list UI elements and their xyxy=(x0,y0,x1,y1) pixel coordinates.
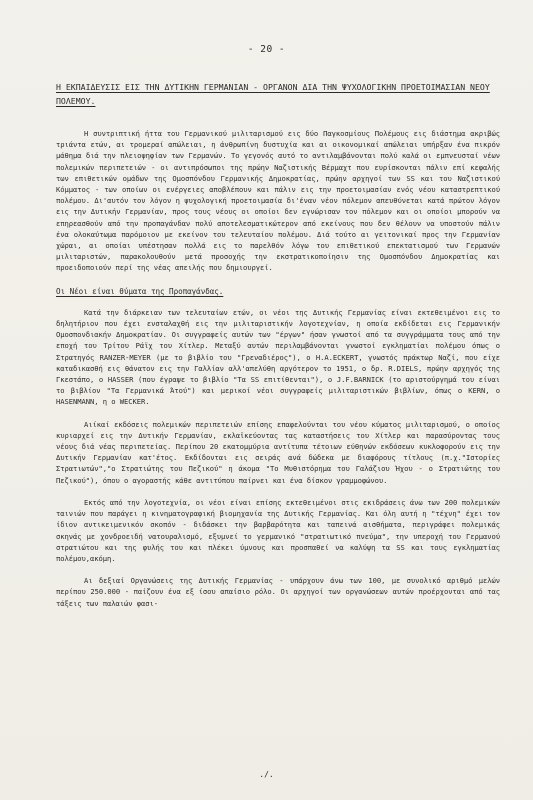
section-paragraph: Κατά την διάρκειαν των τελευταίων ετών, οι νέοι της Δυτικής Γερμανίας είναι εκτεθειμένοι εις το δηλητήριον που έχει ενσταλαχθή εις την μιλιταριστικήν λογοτεχνίαν, η οποία εκδίδεται εις Γερμανικήν Ομοσπονδιακήν Δημοκρατίαν. Οι συγγραφείς αυτών των "έργων" ήσαν γνωστοί από τα συγγράμματα τους από την εποχή του Τρίτου Ράϊχ του Χίτλερ. Μεταξύ αυτών περιλαμβάνονται γνωστοί εγκληματίαι πολέμου όπως ο Στρατηγός RANZER-MEYER (με το βιβλίο του "Γρεναδιέρος"), ο H.A.ECKERT, γνωστός πράκτωρ Ναζί, που είχε καταδικασθή εις θάνατον εις την Γαλλίαν αλλ'απελύθη αργότερον το 1951, ο δρ. R.DIELS, πρώην αρχηγός της Γκεστάπο, ο HASSER (που έγραψε το βιβλίο "Τα SS επιτίθενται"), ο J.F.BARNICK (το αριστούργημά του είναι το βιβλίον "Τα Γερμανικά Άτού") και μερικοί νέοι συγγραφείς μιλιταριστικών βιβλίων, όπως ο KERN, ο HASENMANN, η ο WECKER. xyxy=(56,307,500,407)
document-title-text: Η ΕΚΠΑΙΔΕΥΣΙΣ ΕΙΣ ΤΗΝ ΔΥΤΙΚΗΝ ΓΕΡΜΑΝΙΑΝ - ΟΡΓΑΝΟΝ ΔΙΑ ΤΗΝ ΨΥΧΟΛΟΓΙΚΗΝ ΠΡΟΕΤΟΙΜΑΣΙΑΝ ΝΕΟΥ ΠΟΛΕΜΟΥ. xyxy=(56,82,490,106)
section-paragraph: Εκτός από την λογοτεχνία, οι νέοι είναι επίσης εκτεθειμένοι στις εκιδράσεις άνω των 200 πολεμικών ταινιών που παράγει η κινηματογραφική βιομηχανία της Δυτικής Γερμανίας. Και όλη αυτή η "τέχνη" έχει τον ίδιον αντικειμενικόν σκοπόν - διδάσκει την βαρβαρότητα και ταπεινά αισθήματα, περιγράφει πολεμικάς σκηνάς με χονδροειδή νατουραλισμό, εξυμνεί το γερμανικό "στρατιωτικό πνεύμα", την υπεροχή του Γερμανού στρατιώτου και της φυλής του και πλέκει ύμνους και προσπαθεί να καλύψη τα SS και τους εγκληματίας πολέμου,ακόμη. xyxy=(56,497,500,563)
page-footer: ./. xyxy=(259,770,274,779)
document-body xyxy=(56,128,500,620)
section-paragraph: Αι δεξιαί Οργανώσεις της Δυτικής Γερμανίας - υπάρχουν άνω των 100, με συνολικό αριθμό μελών περίπου 250.000 - παίζουν ένα εξ ίσου απαίσιο ρόλο. Οι αρχηγοί των οργανώσεων αυτών προέρχονται από τας τάξεις των παλαιών φασι- xyxy=(56,576,500,608)
section-paragraph: Αιίκαί εκδόσεις πολεμικών περιπετειών επίσης επαφελούνται του νέου κύματος μιλιταρισμού, ο οποίος κυριαρχεί εις την Δυτικήν Γερμανίαν, εκλαϊκεύοντας τας καταστήσεις του Χίτλερ και παρασύροντας τους νέους διά νέας περιπετείας. Περίπου 20 εκατομμύρια αντίτυπα τέτοιων εύθηνών εκδόσεων κυκλοφορούν εις την Δυτικήν Γερμανίαν κατ'έτος. Εκδίδονται εις σειράς ανά δώδεκα με διαφόρους τίτλους (π.χ."Ιστορίες Στρατιωτών","ο Στρατιώτης του Πεζικού" η άκομα "Το Μυθιστόρημα του Γαλάζιου Ήχου - ο Στρατιώτης του Πεζικού"), όπου ο αγοραστής κάθε αντιτύπου παίρνει και ένα δίσκον γραμμοφώνου. xyxy=(56,419,500,485)
intro-paragraph: Η συντριπτική ήττα του Γερμανικού μιλιταρισμού εις δύο Παγκοσμίους Πολέμους εις διάστημα ακριβώς τριάντα ετών, αι τρομεραί απώλειαι, η άνθρωπίνη δυστυχία και αι οικονομικαί απώλειαι υπήρξαν ένα πικρόν μάθημα διά την πλειοψηφίαν των Γερμανών. Το γεγονός αυτό το αντιλαμβάνονται πολύ καλά οι εμπνευσταί νέων πολεμικών περιπετειών - οι αντιπρόσωποι της πρώην Ναζιστικής Βέρμαχτ που ευρίσκονται πάλιν επί κεφαλής των επιθετικών ομάδων της Ομοσπόνδου Γερμανικής Δημοκρατίας, πρώην αρχηγοί των SS και του Ναζιστικού Κόμματος - των οποίων οι ενέργειες αποβλέπουν και πάλιν εις την προετοιμασίαν ενός νέου καταστρεπτικού πολέμου. Δι'αυτόν τον λόγον η ψυχολογική προετοιμασία δι'έναν νέον πόλεμον απευθύνεται κατά πρώτον λόγον εις την Δυτικήν Γερμανίαν, προς τους νέους οι οποίοι δεν εγνώρισαν τον πόλεμον και οι οποίοι μπορούν να επηρεασθούν από την προπαγάνδαν πολύ αποτελεσματικώτερον από εκείνους που δεν θέλουν να υποστούν πάλιν ένα ολοκαύτωμα παρόμοιον με εκείνον του τελευταίου πολέμου. Διά τούτο αι γειτονικαί προς την Γερμανίαν χώραι, αι οποίαι υπέστησαν πολλά εις το παρελθόν λόγω του επιθετικού επεκτατισμού των Γερμανών μιλιταριστών, παρακολουθούν μετά προσοχής την εκστρατικοποίησιν της Ομοσπόνδου Δημοκρατίας και προειδοποιούν περί της νέας απειλής που δημιουργεί. xyxy=(56,129,500,273)
page-number: - 20 - xyxy=(247,44,286,55)
section-heading: Οι Νέοι είναι θύματα της Προπαγάνδας. xyxy=(56,286,224,296)
document-title xyxy=(56,80,496,108)
